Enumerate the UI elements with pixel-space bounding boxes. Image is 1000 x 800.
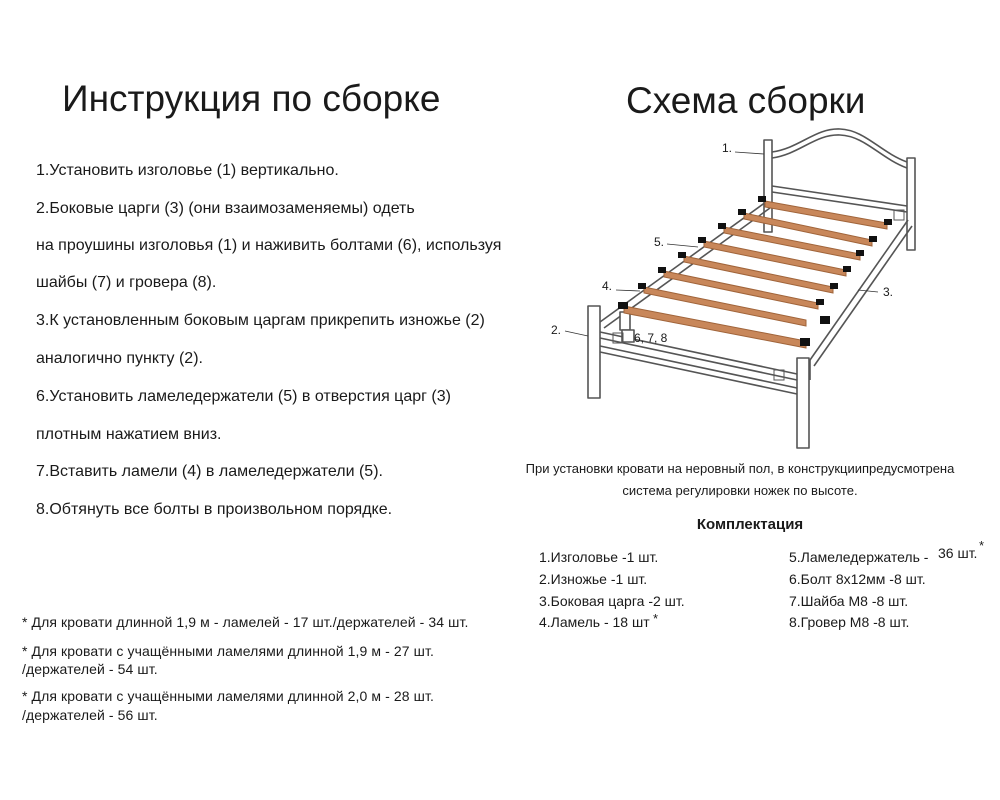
callout-4: 4.: [602, 279, 613, 293]
kit-item: 7.Шайба М8 -8 шт.: [789, 593, 909, 609]
leveling-hint: система регулировки ножек по высоте.: [622, 483, 858, 498]
kit-item: 8.Гровер М8 -8 шт.: [789, 614, 910, 630]
step-line: 6.Установить ламеледержатели (5) в отверстия царг (3): [36, 388, 451, 405]
kit-item: 6.Болт 8х12мм -8 шт.: [789, 571, 926, 587]
instructions-title: Инструкция по сборке: [62, 78, 441, 119]
step-line: 3.К установленным боковым царгам прикрепить изножье (2): [36, 312, 485, 329]
step-line: 1.Установить изголовье (1) вертикально.: [36, 162, 339, 179]
step-line: 8.Обтянуть все болты в произвольном порядке.: [36, 501, 393, 518]
step-line: плотным нажатием вниз.: [36, 426, 222, 443]
slats: [624, 201, 887, 348]
slat: [684, 256, 833, 293]
step-line: шайбы (7) и гровера (8).: [36, 274, 217, 291]
step-line: на проушины изголовья (1) и наживить болтами (6), используя: [36, 237, 502, 254]
footnote-star: *: [979, 538, 985, 553]
callout-hardware: 6, 7, 8: [634, 331, 668, 345]
callout-3: 3.: [883, 285, 894, 299]
footnote: /держателей - 56 шт.: [22, 707, 158, 723]
step-line: аналогично пункту (2).: [36, 350, 203, 367]
kit-item: 1.Изголовье -1 шт.: [539, 549, 659, 565]
slat: [664, 271, 818, 309]
scheme-title: Схема сборки: [626, 80, 866, 121]
bed-frame: [588, 129, 915, 448]
footnote: * Для кровати с учащёнными ламелями длинной 2,0 м - 28 шт.: [22, 688, 434, 704]
footnote: * Для кровати с учащёнными ламелями длинной 1,9 м - 27 шт.: [22, 643, 434, 659]
step-line: 2.Боковые царги (3) (они взаимозаменяемы) одеть: [36, 200, 415, 217]
headboard: [764, 129, 915, 250]
leveling-hint: При установки кровати на неровный пол, в конструкциипредусмотрена: [525, 461, 955, 476]
step-line: 7.Вставить ламели (4) в ламеледержатели (5).: [36, 463, 383, 480]
kit-item: 5.Ламеледержатель -: [789, 549, 929, 565]
callout-2: 2.: [551, 323, 562, 337]
footnote-star: *: [653, 611, 659, 626]
kit-item: 4.Ламель - 18 шт: [539, 614, 650, 630]
kit-item-count: 36 шт.: [938, 545, 978, 561]
kit-title: Комплектация: [696, 516, 804, 533]
footnote: * Для кровати длинной 1,9 м - ламелей - 17 шт./держателей - 34 шт.: [22, 614, 469, 630]
footnote: /держателей - 54 шт.: [22, 661, 158, 677]
callout-1: 1.: [722, 141, 733, 155]
kit-item: 2.Изножье -1 шт.: [539, 571, 648, 587]
kit-item: 3.Боковая царга -2 шт.: [539, 593, 685, 609]
callout-5: 5.: [654, 235, 665, 249]
